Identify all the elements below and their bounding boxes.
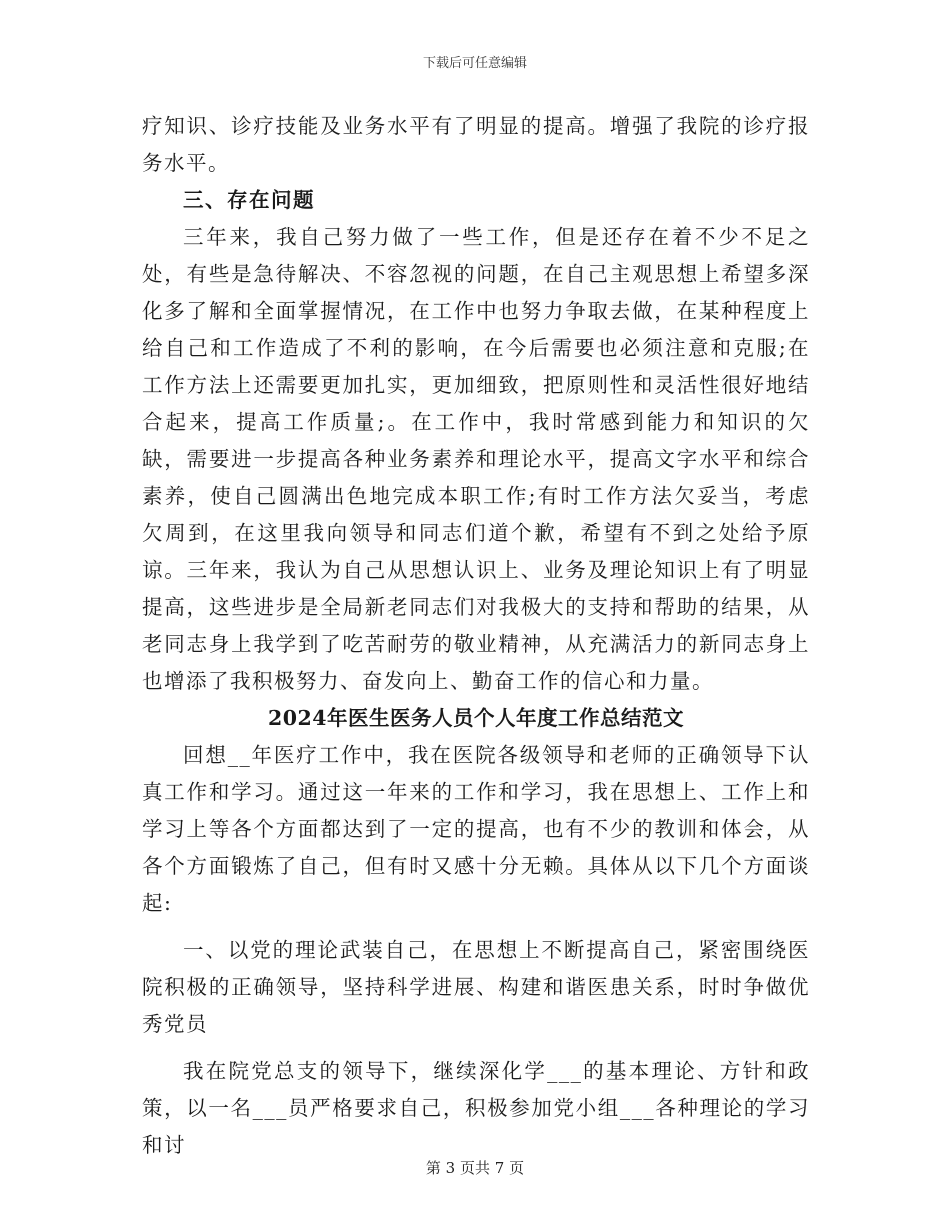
section-heading-party-theory: 一、以党的理论武装自己，在思想上不断提高自己，紧密围绕医院积极的正确领导，坚持科学进展、构建和谐医患关系，时时争做优秀党员 [142,938,810,1036]
section-heading-problems: 三、存在问题 [183,188,315,212]
page-header: 下载后可任意编辑 [422,56,527,71]
paragraph-intro: 回想__年医疗工作中，我在医院各级领导和老师的正确领导下认真工作和学习。通过这一年来的工作和学习，我在思想上、工作上和学习上等各个方面都达到了一定的提高，也有不少的教训和体会，从各个方面锻炼了自己，但有时又感十分无赖。具体从以下几个方面谈起: [142,743,810,915]
document-body [142,108,810,1164]
page-footer: 第 3 页共 7 页 [425,1159,525,1177]
article-title: 2024年医生医务人员个人年度工作总结范文 [267,706,685,730]
paragraph-problems: 三年来，我自己努力做了一些工作，但是还存在着不少不足之处，有些是急待解决、不容忽视的问题，在自己主观思想上希望多深化多了解和全面掌握情况，在工作中也努力争取去做，在某种程度上给自己和工作造成了不利的影响，在今后需要也必须注意和克服;在工作方法上还需要更加扎实，更加细致，把原则性和灵活性很好地结合起来，提高工作质量;。在工作中，我时常感到能力和知识的欠缺，需要进一步提高各种业务素养和理论水平，提高文字水平和综合素养，使自己圆满出色地完成本职工作;有时工作方法欠妥当，考虑欠周到，在这里我向领导和同志们道个歉，希望有不到之处给予原谅。三年来，我认为自己从思想认识上、业务及理论知识上有了明显提高，这些进步是全局新老同志们对我极大的支持和帮助的结果，从老同志身上我学到了吃苦耐劳的敬业精神，从充满活力的新同志身上也增添了我积极努力、奋发向上、勤奋工作的信心和力量。 [142,225,810,693]
paragraph-party-study: 我在院党总支的领导下，继续深化学___的基本理论、方针和政策，以一名___员严格要求自己，积极参加党小组___各种理论的学习和讨 [142,1059,810,1157]
paragraph-continuation: 疗知识、诊疗技能及业务水平有了明显的提高。增强了我院的诊疗报务水平。 [142,114,810,175]
